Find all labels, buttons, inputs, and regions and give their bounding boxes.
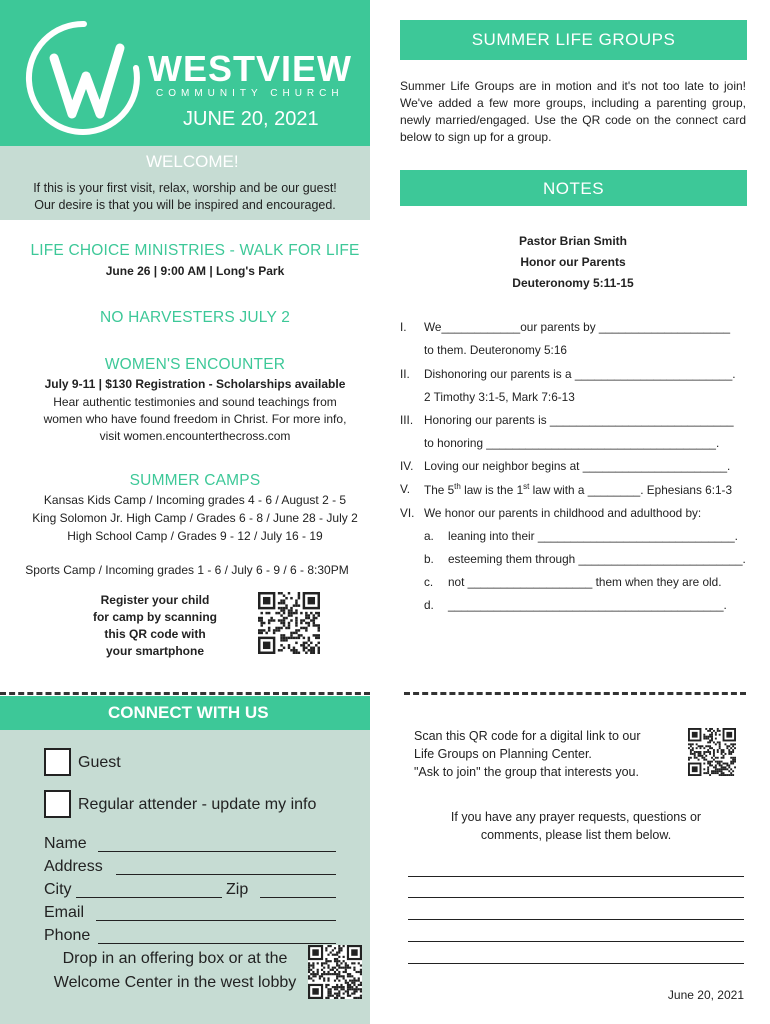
outline-item [400, 390, 750, 408]
welcome-text [0, 180, 370, 214]
outline-item [400, 506, 750, 524]
qr-code-icon [258, 592, 320, 654]
life-choice-detail: June 26 | 9:00 AM | Long's Park [105, 264, 285, 278]
camp-line: Sports Camp / Incoming grades 1 - 6 / July 6 - 9 / 6 - 8:30PM [25, 563, 349, 577]
phone-line [98, 943, 336, 944]
prayer-instructions [408, 808, 744, 844]
zip-line [260, 897, 336, 898]
prayer-write-line[interactable] [408, 941, 744, 942]
outline-item [400, 320, 750, 338]
outline-subitem [400, 529, 750, 547]
outline-item [400, 413, 750, 431]
prayer-write-line[interactable] [408, 876, 744, 877]
register-line: for camp by scanning [92, 610, 218, 624]
camp-line: High School Camp / Grades 9 - 12 / July 16 - 19 [67, 529, 323, 543]
scan-line: "Ask to join" the group that interests you. [414, 765, 639, 779]
address-line [116, 874, 336, 875]
welcome-title: WELCOME! [146, 152, 239, 171]
outline-number: I. [400, 320, 407, 334]
outline-number: IV. [400, 459, 414, 473]
scan-line: Scan this QR code for a digital link to our [414, 729, 641, 743]
qr-code-icon [688, 728, 736, 776]
outline-letter: c. [424, 575, 434, 589]
notes-header [400, 170, 747, 206]
regular-attender-checkbox[interactable] [44, 790, 71, 818]
address-label: Address [44, 858, 103, 875]
name-field[interactable] [44, 835, 336, 855]
camp-qr-code[interactable] [258, 592, 320, 654]
name-line [98, 851, 336, 852]
westview-logo-icon [24, 18, 144, 138]
outline-text: Loving our neighbor begins at ______________________. [424, 459, 731, 473]
outline-item [400, 459, 750, 477]
register-line: this QR code with [104, 627, 206, 641]
outline-text: __________________________________________. [448, 598, 727, 612]
regular-attender-label: Regular attender - update my info [78, 796, 317, 813]
life-groups-qr-code[interactable] [688, 728, 736, 776]
guest-label: Guest [78, 754, 121, 771]
drop-line: Drop in an offering box or at the [62, 950, 288, 967]
email-label: Email [44, 904, 85, 921]
sermon-scripture: Deuteronomy 5:11-15 [512, 276, 634, 290]
outline-text: The 5th law is the 1st law with a ________. Ephesians 6:1-3 [424, 482, 733, 497]
outline-text: 2 Timothy 3:1-5, Mark 7:6-13 [424, 390, 575, 404]
womens-encounter-text: women who have found freedom in Christ. For more info, [43, 412, 347, 426]
prayer-line-text: If you have any prayer requests, questions or [450, 810, 702, 824]
outline-item [400, 482, 750, 500]
cut-line [404, 692, 746, 695]
pastor-name: Pastor Brian Smith [518, 234, 628, 248]
prayer-write-line[interactable] [408, 919, 744, 920]
womens-encounter-link: visit women.encounterthecross.com [99, 429, 291, 443]
summer-camps-title: SUMMER CAMPS [129, 472, 261, 489]
church-subtitle: COMMUNITY CHURCH [156, 88, 344, 99]
outline-text: Dishonoring our parents is a ________________________. [424, 367, 736, 381]
scan-line: Life Groups on Planning Center. [414, 747, 592, 761]
footer-date: June 20, 2021 [667, 988, 744, 1002]
scan-instructions [414, 727, 684, 781]
left-column [0, 0, 370, 1024]
connect-title: CONNECT WITH US [108, 703, 269, 722]
zip-label: Zip [226, 881, 249, 898]
cut-line [0, 692, 370, 695]
camp-line: King Solomon Jr. High Camp / Grades 6 - 8 / June 28 - July 2 [32, 511, 358, 525]
outline-text: not ___________________ them when they are old. [448, 575, 722, 589]
life-groups-title: SUMMER LIFE GROUPS [471, 30, 676, 49]
phone-field[interactable] [44, 927, 336, 947]
address-field[interactable] [44, 858, 336, 878]
drop-line: Welcome Center in the west lobby [53, 974, 297, 991]
womens-encounter-text: Hear authentic testimonies and sound teachings from [53, 395, 337, 409]
sermon-title: Honor our Parents [520, 255, 626, 269]
womens-encounter-title: WOMEN'S ENCOUNTER [104, 356, 286, 373]
camp-line: Kansas Kids Camp / Incoming grades 4 - 6 / August 2 - 5 [43, 493, 347, 507]
prayer-write-line[interactable] [408, 897, 744, 898]
outline-item [400, 436, 750, 454]
outline-text: esteeming them through _________________________. [448, 552, 746, 566]
welcome-line: Our desire is that you will be inspired and encouraged. [34, 198, 336, 212]
guest-checkbox[interactable] [44, 748, 71, 776]
drop-off-instructions [50, 947, 300, 995]
outline-number: V. [400, 482, 411, 496]
life-groups-text: Summer Life Groups are in motion and it's not too late to join! We've added a few more groups, including a parenting group, newly married/engaged. Use the QR code on the connect card below to sign up for a group. [400, 79, 746, 144]
email-field[interactable] [44, 904, 336, 924]
outline-letter: a. [424, 529, 434, 543]
phone-label: Phone [44, 927, 91, 944]
outline-number: VI. [400, 506, 415, 520]
connect-qr-code[interactable] [308, 945, 362, 999]
notes-title: NOTES [542, 179, 605, 198]
outline-number: III. [400, 413, 414, 427]
outline-item [400, 343, 750, 361]
church-name: WESTVIEW [148, 48, 352, 89]
harvesters-title: NO HARVESTERS JULY 2 [99, 309, 291, 326]
city-line [76, 897, 222, 898]
bulletin-date: JUNE 20, 2021 [183, 108, 319, 130]
outline-subitem [400, 575, 750, 593]
register-instructions [80, 592, 230, 660]
life-groups-header [400, 20, 747, 60]
outline-text: Honoring our parents is ____________________________ [424, 413, 734, 427]
outline-text: to them. Deuteronomy 5:16 [424, 343, 567, 357]
outline-subitem [400, 598, 750, 616]
city-label: City [44, 881, 72, 898]
city-zip-field[interactable] [44, 881, 336, 901]
outline-number: II. [400, 367, 410, 381]
prayer-write-line[interactable] [408, 963, 744, 964]
outline-letter: b. [424, 552, 434, 566]
womens-encounter-detail: July 9-11 | $130 Registration - Scholarships available [44, 377, 346, 391]
prayer-line-text: comments, please list them below. [480, 828, 672, 842]
welcome-line: If this is your first visit, relax, worship and be our guest! [33, 181, 337, 195]
name-label: Name [44, 835, 87, 852]
outline-text: We____________our parents by ____________________ [424, 320, 731, 334]
qr-code-icon [308, 945, 362, 999]
outline-subitem [400, 552, 750, 570]
outline-text: leaning into their ______________________________. [448, 529, 738, 543]
register-line: Register your child [100, 593, 210, 607]
outline-item [400, 367, 750, 385]
email-line [96, 920, 336, 921]
register-line: your smartphone [105, 644, 204, 658]
life-choice-title: LIFE CHOICE MINISTRIES - WALK FOR LIFE [30, 242, 360, 259]
outline-letter: d. [424, 598, 434, 612]
outline-text: We honor our parents in childhood and adulthood by: [424, 506, 702, 520]
outline-text: to honoring ___________________________________. [424, 436, 720, 450]
